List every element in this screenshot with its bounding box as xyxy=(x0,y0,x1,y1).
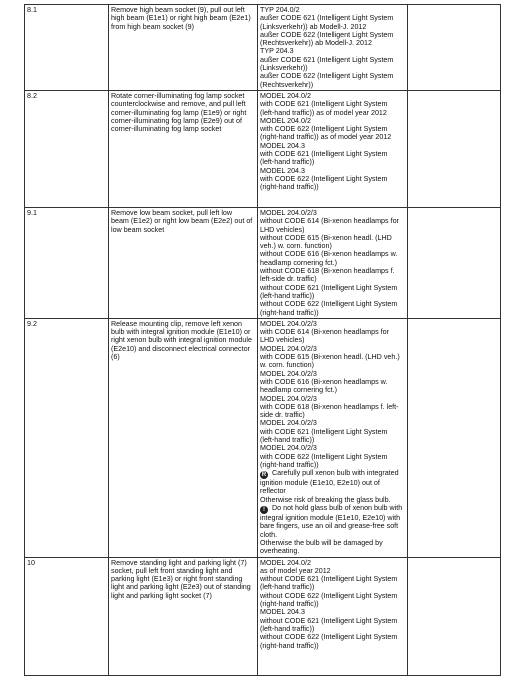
condition-line: without CODE 622 (Intelligent Light System xyxy=(260,633,398,642)
condition-line: without CODE 618 (Bi-xenon headlamps f. xyxy=(260,267,395,276)
remarks-cell xyxy=(408,90,501,207)
condition-line: headlamp cornering fct.) xyxy=(260,386,337,395)
note-line: overheating. xyxy=(260,547,300,556)
action-line: socket, pull left front standing light and xyxy=(111,566,233,575)
condition-line: (left-hand traffic)) xyxy=(260,583,315,592)
note-block xyxy=(260,504,405,555)
conditions-cell xyxy=(258,318,408,557)
condition-line: (left-hand traffic)) xyxy=(260,435,315,444)
condition-line: with CODE 615 (Bi-xenon headl. (LHD veh.) xyxy=(260,353,400,362)
action-line: beam (E1e2) or right low beam (E2e2) out of xyxy=(111,217,253,226)
condition-line: LHD vehicles) xyxy=(260,336,305,345)
conditions-cell xyxy=(258,557,408,675)
condition-line: with CODE 621 (Intelligent Light System xyxy=(260,150,388,159)
condition-line: MODEL 204.3 xyxy=(260,166,305,175)
conditions-cell xyxy=(258,90,408,207)
table-row xyxy=(25,207,501,318)
condition-line: (left-hand traffic)) xyxy=(260,158,315,167)
action-cell xyxy=(109,557,258,675)
action-line: corner-illuminating fog lamp (E2e9) out of xyxy=(111,116,242,125)
action-line: light and parking light socket (7) xyxy=(111,591,212,600)
step-number: 10 xyxy=(27,558,35,567)
condition-line: außer CODE 621 (Intelligent Light System xyxy=(260,55,394,64)
note-line: bare fingers, use an oil and grease-free soft xyxy=(260,522,399,531)
note-line: integral ignition module (E1e10, E2e10) with xyxy=(260,514,401,523)
condition-line: (left-hand traffic)) xyxy=(260,291,315,300)
note-line: ignition module (E1e10, E2e10) out of xyxy=(260,479,380,488)
action-line: (E2e10) and disconnect electrical connector xyxy=(111,344,250,353)
conditions-cell xyxy=(258,207,408,318)
action-line: counterclockwise and remove, and pull left xyxy=(111,100,246,109)
condition-line: MODEL 204.0/2 xyxy=(260,558,311,567)
action-line: right xenon bulb with integral ignition module xyxy=(111,336,252,345)
note-icon: R xyxy=(261,472,267,479)
condition-line: (left-hand traffic)) xyxy=(260,624,315,633)
condition-line: (right-hand traffic)) as of model year 2012 xyxy=(260,133,392,142)
step-number: 8.2 xyxy=(27,91,37,100)
table-row xyxy=(25,318,501,557)
action-line: corner-illuminating fog lamp socket xyxy=(111,125,222,134)
condition-line: with CODE 622 (Intelligent Light System xyxy=(260,125,388,134)
warning-icon: ! xyxy=(260,506,268,514)
condition-line: LHD vehicles) xyxy=(260,225,305,234)
action-cell xyxy=(109,90,258,207)
action-line: light and parking light (E2e3) out of standing xyxy=(111,583,251,592)
action-line: Remove standing light and parking light (7) xyxy=(111,558,247,567)
procedure-table-body xyxy=(25,5,501,676)
condition-line: MODEL 204.0/2/3 xyxy=(260,444,317,453)
action-line: Release mounting clip, remove left xenon xyxy=(111,319,242,328)
condition-line: without CODE 622 (Intelligent Light System xyxy=(260,300,398,309)
condition-line: MODEL 204.3 xyxy=(260,608,305,617)
condition-line: (Linksverkehr)) xyxy=(260,64,308,73)
condition-line: with CODE 616 (Bi-xenon headlamps w. xyxy=(260,377,388,386)
step-number-cell xyxy=(25,557,109,675)
action-line: high beam (E1e1) or right high beam (E2e1) xyxy=(111,14,251,23)
step-number: 9.1 xyxy=(27,208,37,217)
condition-line: with CODE 621 (Intelligent Light System xyxy=(260,427,388,436)
condition-line: with CODE 622 (Intelligent Light System xyxy=(260,174,388,183)
condition-line: left-side dr. traffic) xyxy=(260,275,317,284)
condition-line: TYP 204.3 xyxy=(260,47,294,56)
condition-line: (right-hand traffic)) xyxy=(260,460,319,469)
action-line: Rotate corner-illuminating fog lamp socket xyxy=(111,91,245,100)
condition-line: without CODE 614 (Bi-xenon headlamps for xyxy=(260,217,399,226)
step-number-cell xyxy=(25,90,109,207)
condition-line: as of model year 2012 xyxy=(260,566,331,575)
condition-line: MODEL 204.0/2 xyxy=(260,91,311,100)
condition-line: MODEL 204.3 xyxy=(260,141,305,150)
condition-line: without CODE 616 (Bi-xenon headlamps w. xyxy=(260,250,398,259)
condition-line: (Rechtsverkehr)) ab Modell-J. 2012 xyxy=(260,39,372,48)
action-line: corner-illuminating fog lamp (E1e9) or right xyxy=(111,108,247,117)
condition-line: außer CODE 622 (Intelligent Light System xyxy=(260,30,394,39)
condition-line: MODEL 204.0/2/3 xyxy=(260,208,317,217)
action-line: Remove high beam socket (9), pull out left xyxy=(111,6,245,14)
condition-line: without CODE 622 (Intelligent Light System xyxy=(260,591,398,600)
condition-line: TYP 204.0/2 xyxy=(260,6,300,14)
condition-line: without CODE 621 (Intelligent Light System xyxy=(260,575,398,584)
step-number-cell xyxy=(25,318,109,557)
remarks-cell xyxy=(408,557,501,675)
step-number-cell xyxy=(25,5,109,91)
condition-line: veh.) w. corn. function) xyxy=(260,242,332,251)
condition-line: (right-hand traffic)) xyxy=(260,183,319,192)
condition-line: without CODE 621 (Intelligent Light System xyxy=(260,616,398,625)
condition-line: außer CODE 622 (Intelligent Light System xyxy=(260,72,394,81)
action-cell xyxy=(109,318,258,557)
step-number: 9.2 xyxy=(27,319,37,328)
condition-line: (right-hand traffic)) xyxy=(260,600,319,609)
note-line: cloth. xyxy=(260,530,278,539)
condition-line: (Linksverkehr)) ab Modell-J. 2012 xyxy=(260,22,367,31)
table-row xyxy=(25,90,501,207)
table-row xyxy=(25,557,501,675)
condition-line: with CODE 614 (Bi-xenon headlamps for xyxy=(260,328,389,337)
condition-line: MODEL 204.0/2 xyxy=(260,116,311,125)
action-line: parking light (E1e3) or right front standing xyxy=(111,575,243,584)
condition-line: MODEL 204.0/2/3 xyxy=(260,344,317,353)
condition-line: without CODE 615 (Bi-xenon headl. (LHD xyxy=(260,233,392,242)
table-row xyxy=(25,5,501,91)
condition-line: MODEL 204.0/2/3 xyxy=(260,369,317,378)
step-number: 8.1 xyxy=(27,6,37,14)
condition-line: side dr. traffic) xyxy=(260,411,305,420)
note-block xyxy=(260,469,405,504)
condition-line: headlamp cornering fct.) xyxy=(260,258,337,267)
action-line: Remove low beam socket, pull left low xyxy=(111,208,233,217)
action-cell xyxy=(109,207,258,318)
note-line: Otherwise risk of breaking the glass bulb. xyxy=(260,495,391,504)
condition-line: (Rechtsverkehr)) xyxy=(260,80,314,89)
action-cell xyxy=(109,5,258,91)
condition-line: (left-hand traffic)) as of model year 2012 xyxy=(260,108,387,117)
note-line: Otherwise the bulb will be damaged by xyxy=(260,538,383,547)
condition-line: with CODE 622 (Intelligent Light System xyxy=(260,452,388,461)
action-line: (6) xyxy=(111,353,120,362)
condition-line: außer CODE 621 (Intelligent Light System xyxy=(260,14,394,23)
action-line: from high beam socket (9) xyxy=(111,22,194,31)
action-line: low beam socket xyxy=(111,225,165,234)
note-line: ! Do not hold glass bulb of xenon bulb with xyxy=(260,504,405,514)
remarks-cell xyxy=(408,318,501,557)
action-line: bulb with integral ignition module (E1e10) or xyxy=(111,328,251,337)
condition-line: (right-hand traffic)) xyxy=(260,641,319,650)
condition-line: with CODE 621 (Intelligent Light System xyxy=(260,100,388,109)
condition-line: w. corn. function) xyxy=(260,361,314,370)
condition-line: MODEL 204.0/2/3 xyxy=(260,319,317,328)
remarks-cell xyxy=(408,207,501,318)
step-number-cell xyxy=(25,207,109,318)
condition-line: MODEL 204.0/2/3 xyxy=(260,394,317,403)
condition-line: MODEL 204.0/2/3 xyxy=(260,419,317,428)
condition-line: without CODE 621 (Intelligent Light System xyxy=(260,283,398,292)
condition-line: (right-hand traffic)) xyxy=(260,308,319,317)
remarks-cell xyxy=(408,5,501,91)
condition-line: with CODE 618 (Bi-xenon headlamps f. left- xyxy=(260,402,399,411)
conditions-cell xyxy=(258,5,408,91)
procedure-table xyxy=(24,4,501,676)
note-line: R Carefully pull xenon bulb with integrated xyxy=(261,469,399,479)
note-line: reflector xyxy=(260,487,286,496)
